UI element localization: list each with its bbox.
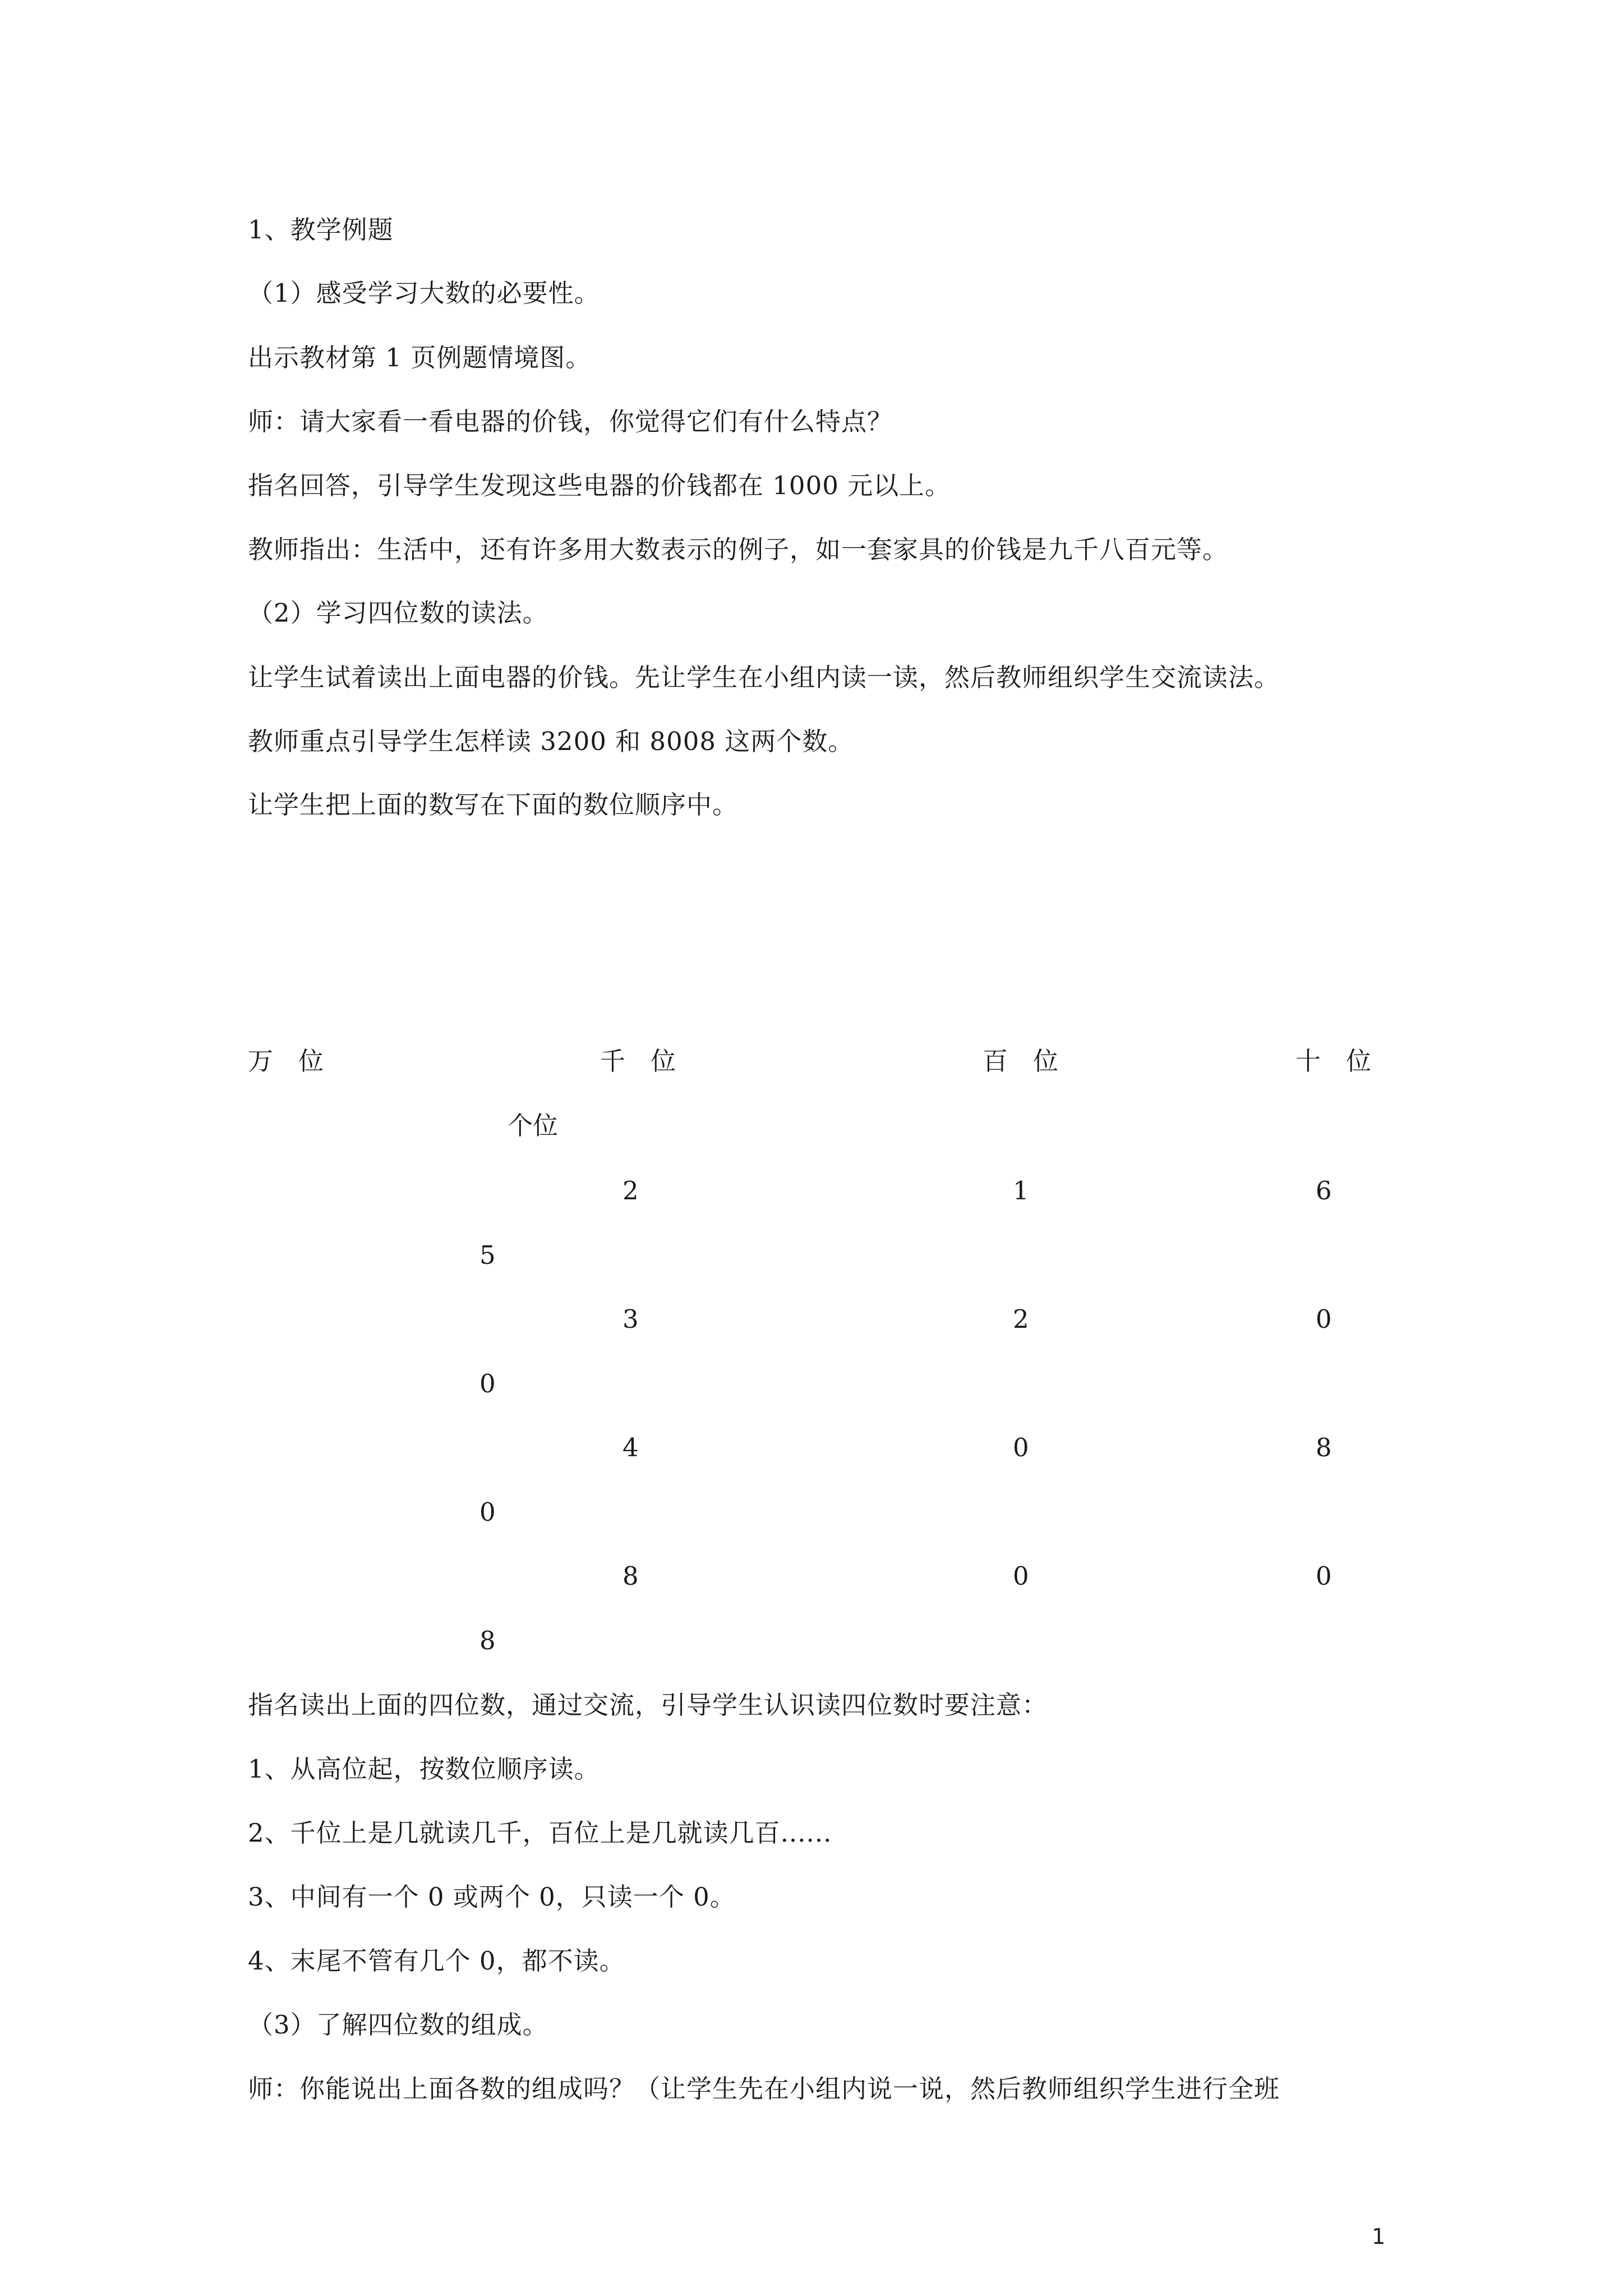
table-cell: 8 — [479, 1626, 496, 1655]
paragraph: 教师重点引导学生怎样读 3200 和 8008 这两个数。 — [248, 726, 854, 756]
table-cell: 0 — [479, 1369, 496, 1398]
table-cell: 8 — [1316, 1433, 1332, 1462]
header-ones: 个位 — [508, 1111, 559, 1140]
table-cell: 0 — [1316, 1561, 1332, 1591]
header-ten-thousands: 万 位 — [248, 1046, 324, 1076]
paragraph: 指名回答，引导学生发现这些电器的价钱都在 1000 元以上。 — [248, 471, 951, 500]
table-cell: 8 — [623, 1561, 639, 1591]
header-thousands: 千 位 — [600, 1046, 676, 1076]
paragraph: 让学生试着读出上面电器的价钱。先让学生在小组内读一读，然后教师组织学生交流读法。 — [248, 662, 1280, 692]
paragraph: 让学生把上面的数写在下面的数位顺序中。 — [248, 790, 739, 820]
heading-teaching-example: 1、教学例题 — [248, 215, 394, 245]
table-cell: 6 — [1316, 1176, 1332, 1205]
page-number: 1 — [1372, 2224, 1386, 2249]
table-cell: 2 — [623, 1176, 639, 1205]
table-cell: 5 — [479, 1240, 496, 1270]
header-tens: 十 位 — [1295, 1046, 1372, 1076]
subheading-composition: （3）了解四位数的组成。 — [248, 2010, 548, 2040]
table-cell: 0 — [1013, 1433, 1029, 1462]
paragraph: 师：你能说出上面各数的组成吗？（让学生先在小组内说一说，然后教师组织学生进行全班 — [248, 2074, 1280, 2104]
table-cell: 0 — [1013, 1561, 1029, 1591]
paragraph: 出示教材第 1 页例题情境图。 — [248, 343, 592, 372]
header-hundreds: 百 位 — [983, 1046, 1059, 1076]
paragraph: 师：请大家看一看电器的价钱，你觉得它们有什么特点？ — [248, 407, 893, 436]
table-cell: 0 — [479, 1497, 496, 1527]
list-item: 3、中间有一个 0 或两个 0，只读一个 0。 — [248, 1882, 736, 1912]
subheading-feel-need: （1）感受学习大数的必要性。 — [248, 278, 600, 308]
table-cell: 4 — [623, 1433, 639, 1462]
table-cell: 3 — [623, 1304, 639, 1334]
subheading-reading-method: （2）学习四位数的读法。 — [248, 598, 548, 628]
paragraph: 指名读出上面的四位数，通过交流，引导学生认识读四位数时要注意： — [248, 1690, 1048, 1720]
list-item: 1、从高位起，按数位顺序读。 — [248, 1754, 600, 1784]
list-item: 2、千位上是几就读几千，百位上是几就读几百...... — [248, 1818, 832, 1848]
table-cell: 2 — [1013, 1304, 1029, 1334]
table-cell: 0 — [1316, 1304, 1332, 1334]
table-cell: 1 — [1013, 1176, 1029, 1205]
paragraph: 教师指出：生活中，还有许多用大数表示的例子，如一套家具的价钱是九千八百元等。 — [248, 535, 1229, 564]
list-item: 4、末尾不管有几个 0，都不读。 — [248, 1946, 625, 1976]
